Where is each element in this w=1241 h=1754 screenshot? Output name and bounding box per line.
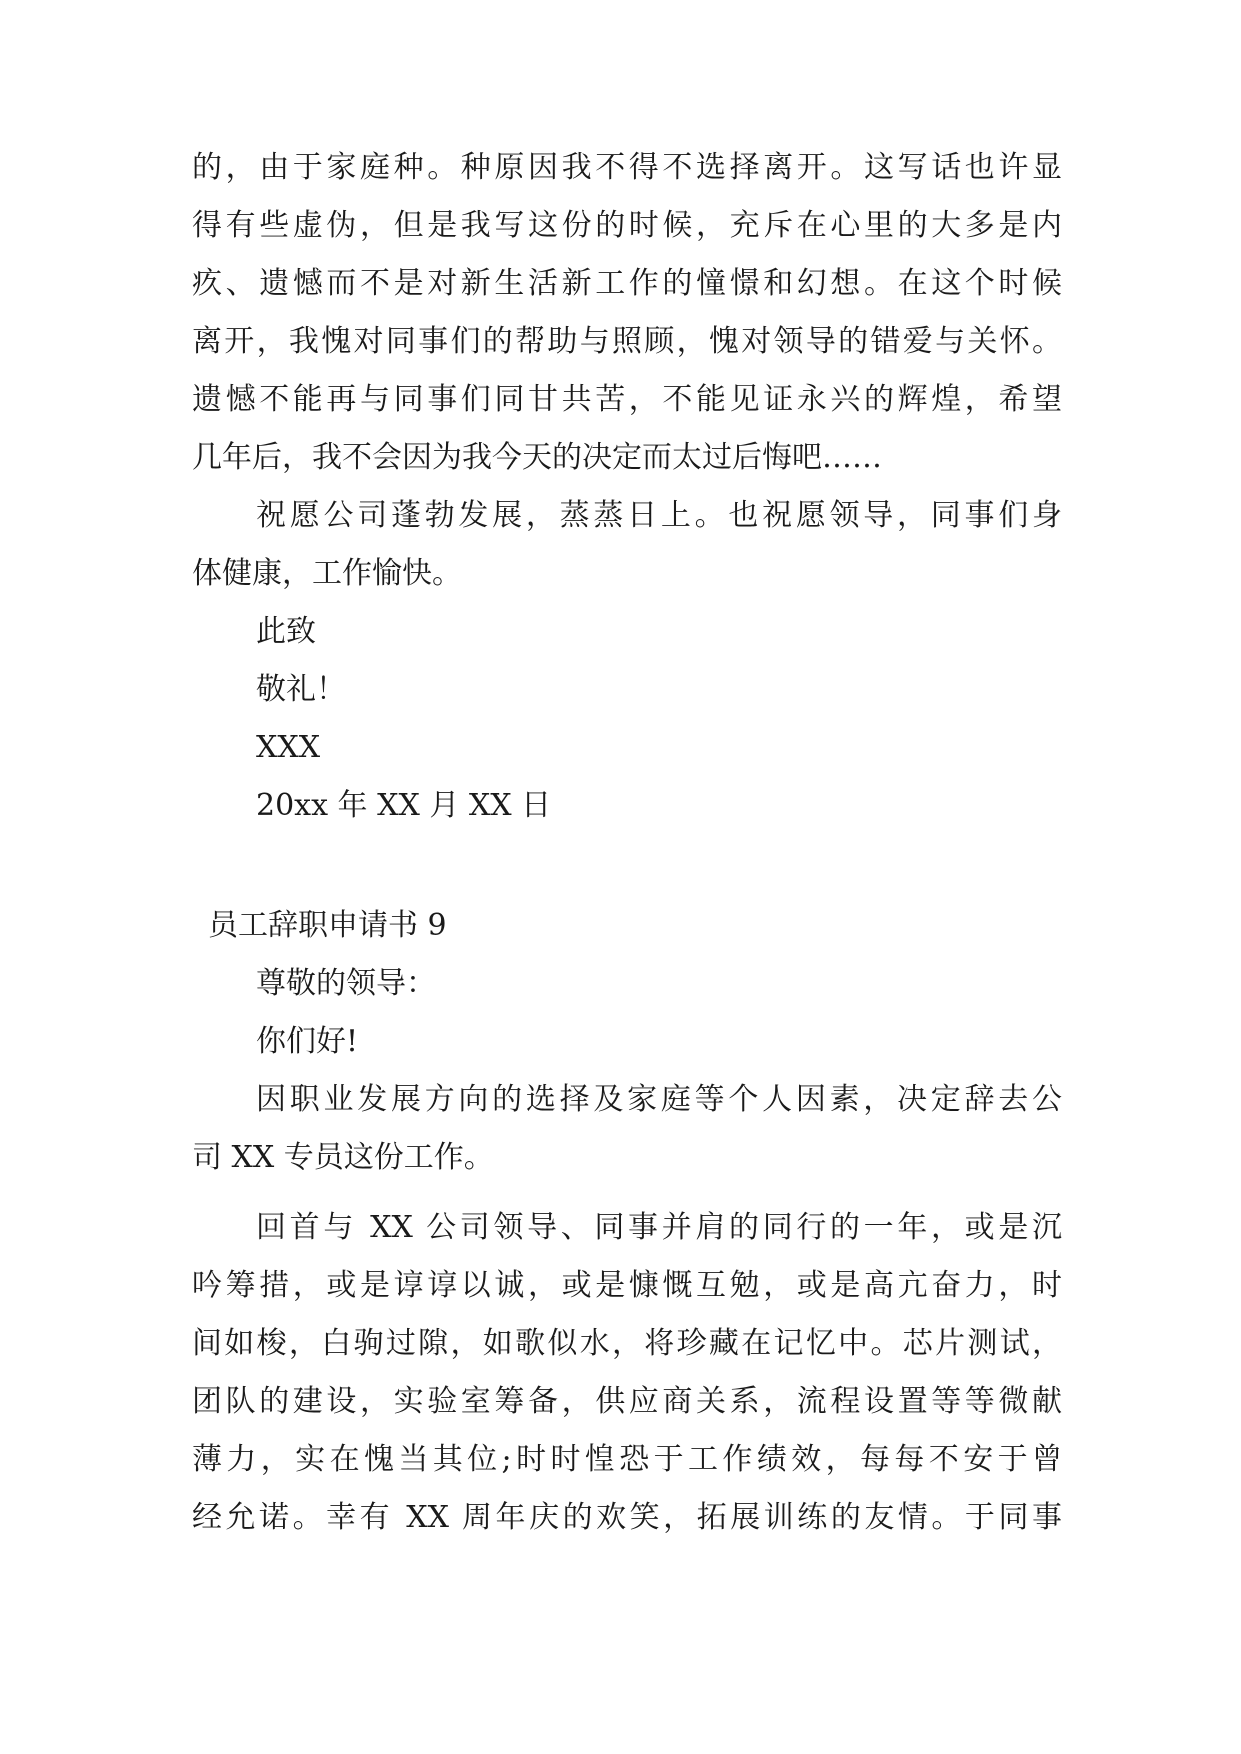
body-line-3: 疚、遗憾而不是对新生活新工作的憧憬和幻想。在这个时候 (192, 266, 1062, 301)
signature-date: 20xx 年 XX 月 XX 日 (256, 788, 552, 823)
para1-line-2: 司 XX 专员这份工作。 (192, 1140, 494, 1175)
body-line-6: 几年后，我不会因为我今天的决定而太过后悔吧…… (192, 440, 882, 475)
closing-regards: 敬礼！ (256, 672, 346, 707)
para2-line-1: 回首与 XX 公司领导、同事并肩的同行的一年，或是沉 (256, 1210, 1062, 1245)
body-line-5: 遗憾不能再与同事们同甘共苦，不能见证永兴的辉煌，希望 (192, 382, 1062, 417)
body-line-4: 离开，我愧对同事们的帮助与照顾，愧对领导的错爱与关怀。 (192, 324, 1062, 359)
greeting-hello: 你们好! (256, 1024, 359, 1059)
closing-salutation: 此致 (256, 614, 316, 649)
para2-line-2: 吟筹措，或是谆谆以诚，或是慷慨互勉，或是高亢奋力，时 (192, 1268, 1062, 1303)
wish-line-1: 祝愿公司蓬勃发展，蒸蒸日上。也祝愿领导，同事们身 (256, 498, 1062, 533)
para2-line-6: 经允诺。幸有 XX 周年庆的欢笑，拓展训练的友情。于同事 (192, 1500, 1062, 1535)
para2-line-3: 间如梭，白驹过隙，如歌似水，将珍藏在记忆中。芯片测试， (192, 1326, 1062, 1361)
para2-line-4: 团队的建设，实验室筹备，供应商关系，流程设置等等微献 (192, 1384, 1062, 1419)
body-line-1: 的，由于家庭种。种原因我不得不选择离开。这写话也许显 (192, 150, 1062, 185)
wish-line-2: 体健康，工作愉快。 (192, 556, 462, 591)
signature-name: XXX (256, 730, 321, 765)
section-title: 员工辞职申请书 9 (208, 908, 447, 943)
body-line-2: 得有些虚伪，但是我写这份的时候，充斥在心里的大多是内 (192, 208, 1062, 243)
para1-line-1: 因职业发展方向的选择及家庭等个人因素，决定辞去公 (256, 1082, 1062, 1117)
para2-line-5: 薄力，实在愧当其位;时时惶恐于工作绩效，每每不安于曾 (192, 1442, 1062, 1477)
greeting-addressee: 尊敬的领导： (256, 966, 436, 1001)
